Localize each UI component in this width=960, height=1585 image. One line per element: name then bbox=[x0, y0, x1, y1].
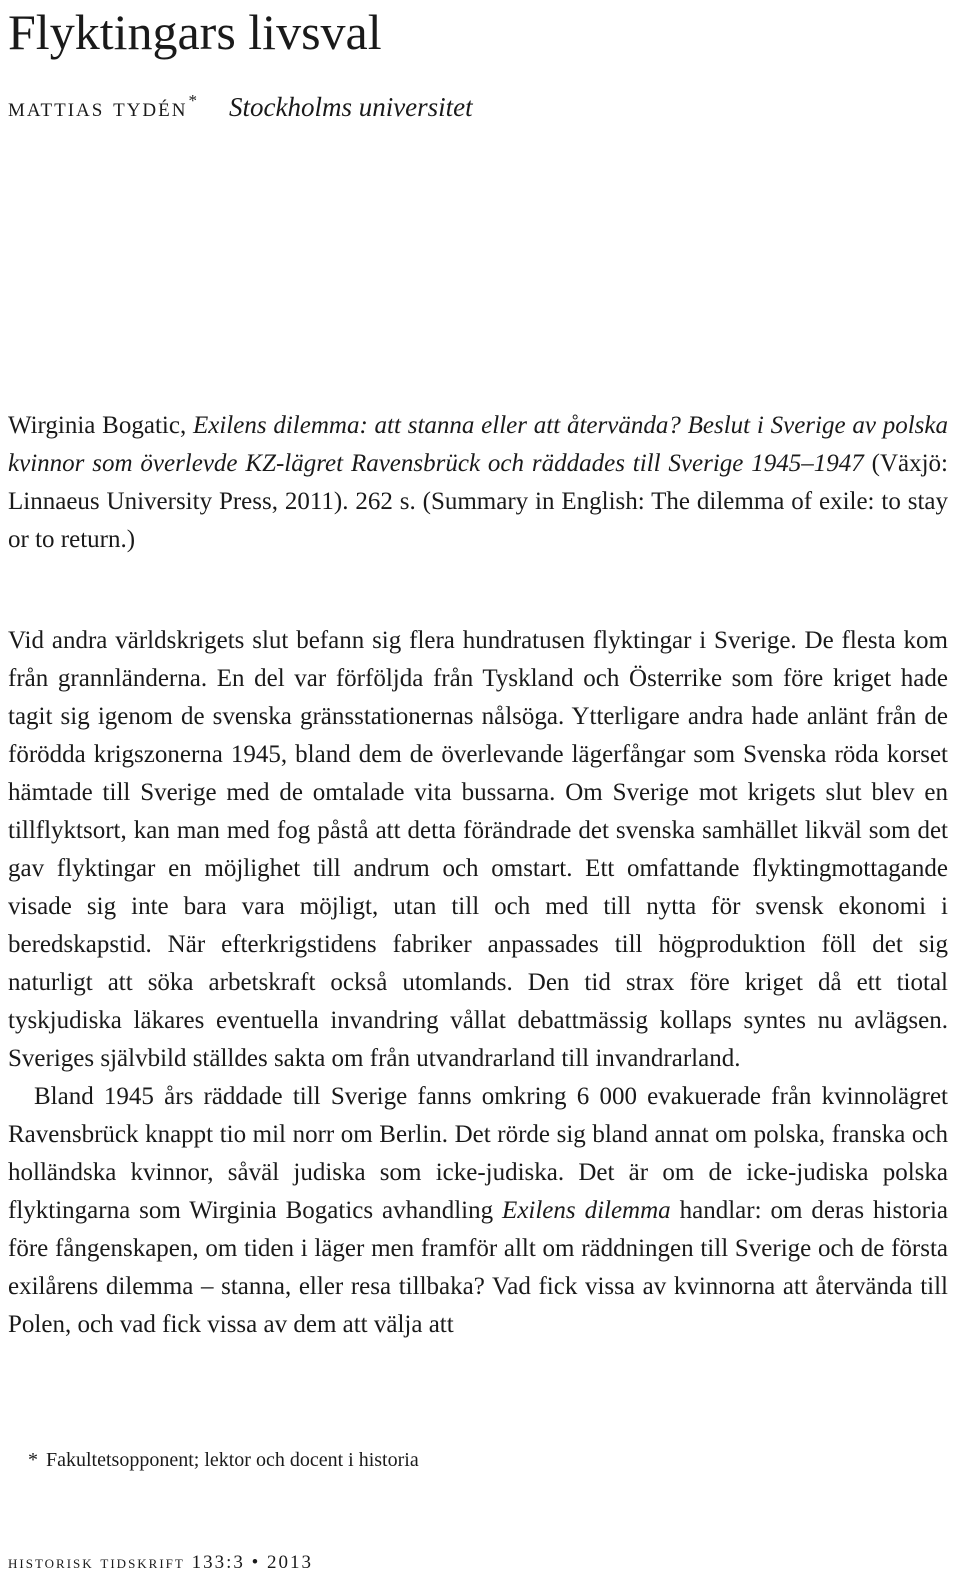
footnote bbox=[28, 1446, 928, 1474]
author-name-text: mattias tydén bbox=[8, 92, 188, 122]
footnote-text: Fakultetsopponent; lektor och docent i historia bbox=[46, 1449, 419, 1471]
paragraph-2-start: Bland 1945 års räddade till Sverige fanns omkring 6 000 evakuerade från kvinnolägret Ravensbrück knappt tio mil norr om Berlin. Det rörde sig bland annat om polska, franska och holländska kvinnor, såväl judiska som icke-judiska. Det är om de icke-judiska polska flyktingarna som Wirginia Bogatics avhandling bbox=[8, 1083, 948, 1224]
reviewed-book-title: Exilens dilemma: att stanna eller att återvända? Beslut i Sverige av polska kvinnor som överlevde KZ-lägret Ravensbrück och räddades till Sverige 1945–1947 bbox=[8, 412, 948, 477]
paragraph-2-book-title: Exilens dilemma bbox=[502, 1197, 671, 1224]
body-paragraph-1: Vid andra världskrigets slut befann sig flera hundratusen flyktingar i Sverige. De flesta kom från grannländerna. En del var förföljda från Tyskland och Österrike som före kriget hade tagit sig igenom de svenska gränsstationernas nålsöga. Ytterligare andra hade anlänt från de förödda krigszonerna 1945, bland dem de överlevande lägerfångar som Svenska röda korset hämtade till Sverige med de omtalade vita bussarna. Om Sverige mot krigets slut blev en tillflyktsort, kan man med fog påstå att detta förändrade det svenska samhället likväl som det gav flyktingar en möjlighet till andrum och omstart. Ett omfattande flyktingmottagande visade sig inte bara vara möjligt, utan till och med till nytta för svensk ekonomi i beredskapstid. När efterkrigstidens fabriker anpassades till högproduktion föll det sig naturligt att söka arbetskraft också utomlands. Den tid strax före kriget då ett tiotal tyskjudiska läkares eventuella invandring vållat debattmässig kollaps syntes nu avlägsen. Sveriges självbild ställdes sakta om från utvandrarland till invandrarland. bbox=[8, 627, 948, 1072]
body-paragraph-2 bbox=[8, 1078, 948, 1344]
byline bbox=[8, 84, 473, 124]
article-body bbox=[8, 622, 948, 1344]
author-affiliation: Stockholms universitet bbox=[228, 92, 473, 122]
author-footnote-mark: * bbox=[188, 91, 199, 110]
reviewed-book-reference bbox=[8, 407, 948, 559]
paragraph-2-end: handlar: om deras historia före fångenskapen, om tiden i läger men framför allt om räddningen till Sverige och de första exilårens dilemma – stanna, eller resa tillbaka? Vad fick vissa av kvinnorna att återvända till Polen, och vad fick vissa av dem att välja att bbox=[8, 1197, 948, 1338]
footnote-mark: * bbox=[28, 1449, 38, 1471]
author-name bbox=[8, 92, 199, 122]
journal-page bbox=[8, 0, 948, 1585]
journal-running-footer: historisk tidskrift 133:3 • 2013 bbox=[8, 1552, 314, 1573]
reviewed-book-publication: (Växjö: Linnaeus University Press, 2011). 262 s. (Summary in English: The dilemma of exile: to stay or to return.) bbox=[8, 450, 948, 553]
reviewed-author: Wirginia Bogatic, bbox=[8, 412, 193, 439]
article-title: Flyktingars livsval bbox=[8, 4, 382, 60]
